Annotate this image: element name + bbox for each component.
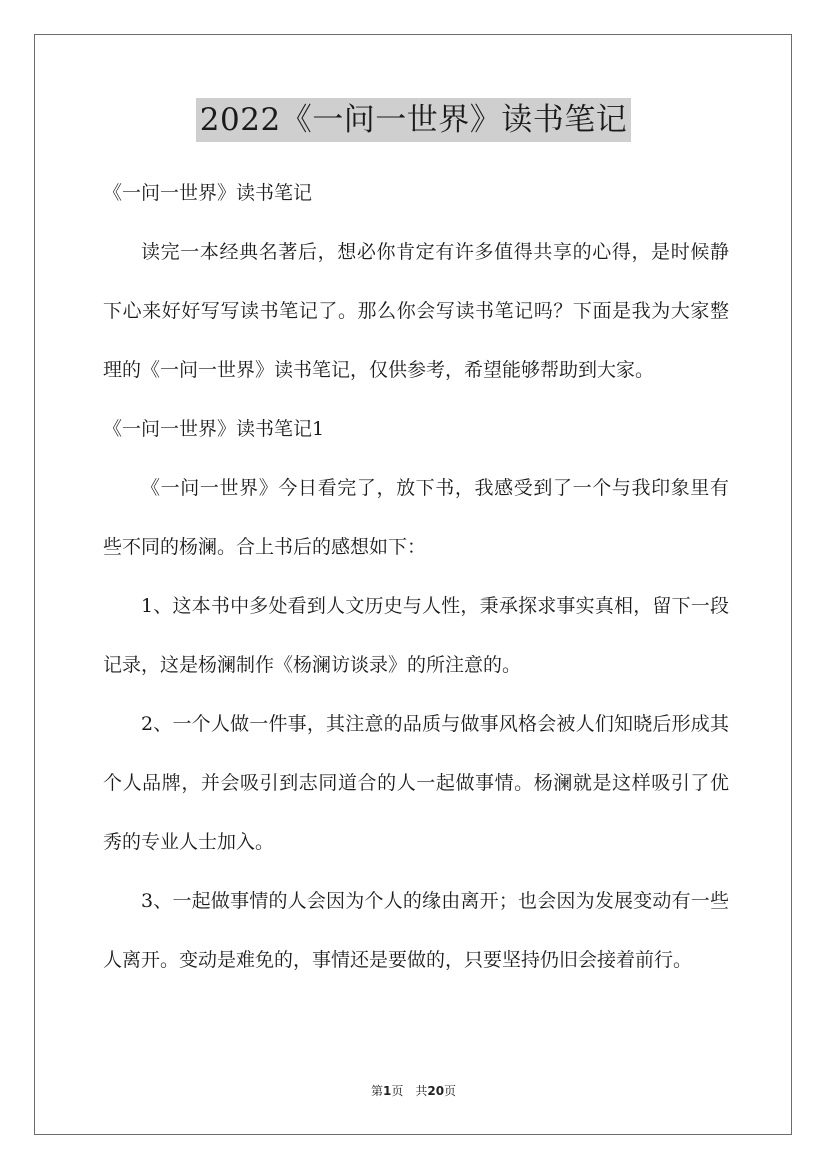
title-container [0,98,827,142]
paragraph-point-3: 3、一起做事情的人会因为个人的缘由离开；也会因为发展变动有一些人离开。变动是难免的，事情还是要做的，只要坚持仍旧会接着前行。 [103,890,729,971]
paragraph-intro: 读完一本经典名著后，想必你肯定有许多值得共享的心得，是时候静下心来好好写写读书笔记了。那么你会写读书笔记吗？下面是我为大家整理的《一问一世界》读书笔记，仅供参考，希望能够帮助到大家。 [103,241,729,381]
paragraph-point-2: 2、一个人做一件事，其注意的品质与做事风格会被人们知晓后形成其个人品牌，并会吸引到志同道合的人一起做事情。杨澜就是这样吸引了优秀的专业人士加入。 [103,713,729,853]
total-page-number: 20 [427,1084,445,1098]
paragraph-section-intro: 《一问一世界》今日看完了，放下书，我感受到了一个与我印象里有些不同的杨澜。合上书后的感想如下： [103,477,729,558]
paragraph-section-heading: 《一问一世界》读书笔记1 [103,418,325,440]
paragraph-point-1: 1、这本书中多处看到人文历史与人性，秉承探求事实真相，留下一段记录，这是杨澜制作《杨澜访谈录》的所注意的。 [103,595,729,676]
document-title: 2022《一问一世界》读书笔记 [196,98,631,142]
page-prefix: 第 [370,1084,383,1098]
document-body [103,164,729,990]
page-footer [0,1083,827,1099]
paragraph-heading: 《一问一世界》读书笔记 [103,182,313,204]
total-prefix: 共 [415,1084,428,1098]
current-page-number: 1 [382,1084,392,1098]
total-suffix: 页 [444,1084,457,1098]
page-suffix: 页 [391,1084,404,1098]
